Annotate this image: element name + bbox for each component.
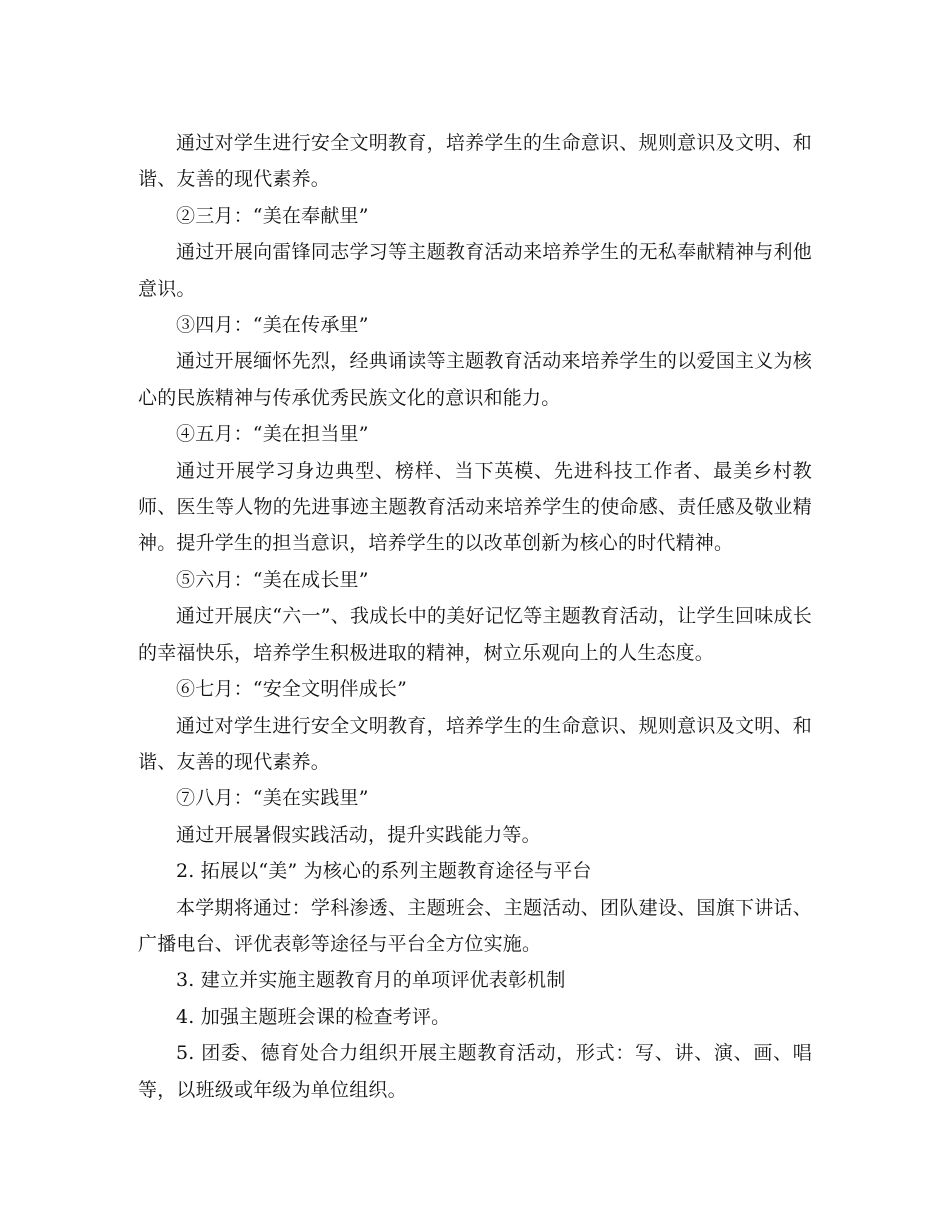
paragraph-august: 通过开展暑假实践活动，提升实践能力等。	[176, 823, 541, 846]
paragraph-safety-intro: 通过对学生进行安全文明教育，培养学生的生命意识、规则意识及文明、和谐、友善的现代素养。	[138, 132, 812, 191]
paragraph-july: 通过对学生进行安全文明教育，培养学生的生命意识、规则意识及文明、和谐、友善的现代素养。	[138, 714, 812, 773]
section-3-heading: 3. 建立并实施主题教育月的单项评优表彰机制	[176, 969, 566, 992]
heading-april: ③四月：“美在传承里”	[176, 314, 369, 337]
paragraph-april: 通过开展缅怀先烈，经典诵读等主题教育活动来培养学生的以爱国主义为核心的民族精神与传承优秀民族文化的意识和能力。	[138, 350, 812, 409]
heading-march: ②三月：“美在奉献里”	[176, 204, 369, 227]
section-2-heading: 2. 拓展以“美” 为核心的系列主题教育途径与平台	[176, 860, 592, 883]
heading-august: ⑦八月：“美在实践里”	[176, 787, 369, 810]
paragraph-march: 通过开展向雷锋同志学习等主题教育活动来培养学生的无私奉献精神与利他意识。	[138, 241, 812, 300]
document-body	[138, 125, 812, 1108]
section-4-heading: 4. 加强主题班会课的检查考评。	[176, 1005, 451, 1028]
section-5-paragraph: 5. 团委、德育处合力组织开展主题教育活动，形式：写、讲、演、画、唱等，以班级或年级为单位组织。	[138, 1042, 812, 1101]
paragraph-may: 通过开展学习身边典型、榜样、当下英模、先进科技工作者、最美乡村教师、医生等人物的先进事迹主题教育活动来培养学生的使命感、责任感及敬业精神。提升学生的担当意识，培养学生的以改革创新为核心的时代精神。	[138, 459, 812, 555]
section-2-paragraph: 本学期将通过：学科渗透、主题班会、主题活动、团队建设、国旗下讲话、广播电台、评优表彰等途径与平台全方位实施。	[138, 896, 812, 955]
paragraph-june: 通过开展庆“六一”、我成长中的美好记忆等主题教育活动，让学生回味成长的幸福快乐，培养学生积极进取的精神，树立乐观向上的人生态度。	[138, 605, 812, 664]
heading-june: ⑤六月：“美在成长里”	[176, 568, 369, 591]
heading-may: ④五月：“美在担当里”	[176, 423, 369, 446]
heading-july: ⑥七月：“安全文明伴成长”	[176, 678, 408, 701]
